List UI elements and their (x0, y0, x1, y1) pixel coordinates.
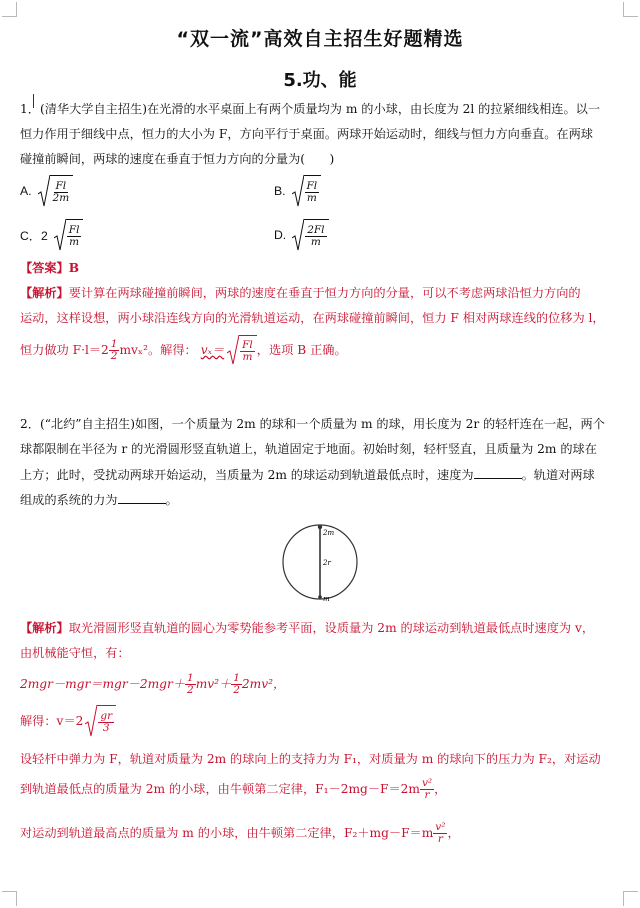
ball-bottom (318, 595, 322, 599)
analysis-text: 恒力做功 F·l＝2 (20, 343, 109, 357)
circular-track-figure (280, 520, 362, 604)
frac-den: r (437, 832, 443, 845)
fraction (433, 822, 447, 845)
question-text: 上方；此时，受扰动两球开始运动，当质量为 2m 的球运动到轨道最低点时，速度为 (20, 468, 474, 482)
option-label: B. (274, 184, 286, 198)
frac-den: m (306, 191, 317, 204)
q1-option-c (20, 218, 83, 252)
frac-num: Fl (68, 223, 80, 236)
equation-text: mv²＋ (195, 677, 232, 691)
frac-den: r (424, 788, 430, 801)
equation-text: 解得：v＝2 (20, 714, 84, 728)
section-title: 5.功、能 (283, 70, 357, 91)
frac-num: Fl (242, 338, 253, 351)
q1-line-2: 恒力作用于细线中点，恒力的大小为 F，方向平行于桌面。两球开始运动时，细线与恒力方向垂直。在两球 (20, 127, 593, 141)
sqrt-symbol (38, 175, 74, 207)
crop-mark-bottom-right (623, 891, 638, 906)
q2-analysis-line-1 (20, 620, 624, 636)
frac-den: 2 (110, 349, 118, 362)
crop-mark-top-right (623, 2, 638, 17)
equation-text: 2mv²， (241, 677, 286, 691)
option-label: A. (20, 184, 32, 198)
q2-line-2: 球都限制在半径为 r 的光滑圆形竖直轨道上，轨道固定于地面。初始时刻，轻杆竖直，且质量为 2m 的球在 (20, 442, 597, 456)
sqrt-symbol (227, 335, 257, 365)
q1-line-1: 1．(清华大学自主招生)在光滑的水平桌面上有两个质量均为 m 的小球，由长度为 2l 的拉紧细线相连。以一 (20, 102, 601, 116)
answer-tag: 【答案】 (20, 261, 69, 275)
frac-den: m (242, 350, 253, 363)
page-title: “双一流”高效自主招生好题精选 (176, 28, 464, 50)
q1-option-d (274, 218, 329, 252)
analysis-text: ， (434, 782, 447, 796)
frac-num: gr (100, 709, 113, 722)
analysis-text: 要计算在两球碰撞前瞬间，两球的速度在垂直于恒力方向的分量，可以不考虑两球沿恒力方向的 (68, 286, 581, 300)
fraction (109, 339, 120, 362)
frac-num: Fl (55, 179, 67, 192)
frac-den: m (69, 235, 80, 248)
q1-option-b (274, 174, 321, 208)
q2-solution-line (20, 704, 624, 738)
q1-analysis-line-3 (20, 334, 624, 366)
frac-den: 2 (233, 683, 240, 696)
question-text: 。轨道对两球 (521, 468, 595, 482)
answer-blank-velocity[interactable] (474, 466, 522, 479)
fraction (420, 778, 434, 801)
q2-equation-energy (20, 668, 624, 700)
question-text: 。 (165, 493, 178, 507)
crop-mark-bottom-left (2, 891, 17, 906)
frac-den: m (310, 235, 321, 248)
answer-value: B (68, 261, 80, 275)
vx-variable: vₓ＝ (200, 343, 225, 357)
sqrt-symbol (292, 219, 328, 251)
sqrt-symbol (85, 705, 116, 737)
analysis-text: mvₓ²。解得： (119, 343, 197, 357)
frac-den: 2 (187, 683, 194, 696)
q1-analysis-line-2: 运动，这样设想，两小球沿连线方向的光滑轨道运动，在两球碰撞前瞬间，恒力 F 相对两球连线的位移为 l， (20, 311, 605, 325)
q2-analysis-line-4 (20, 774, 624, 804)
q2-line-1: 2．(“北约”自主招生)如图，一个质量为 2m 的球和一个质量为 m 的球，用长度为 2r 的轻杆连在一起，两个 (20, 417, 605, 431)
frac-den: 2m (52, 191, 70, 204)
frac-den: 3 (102, 721, 110, 734)
q1-line-3: 碰撞前瞬间，两球的速度在垂直于恒力方向的分量为( ) (20, 152, 335, 166)
analysis-text: 对运动到轨道最高点的质量为 m 的小球，由牛顿第二定律，F₂＋mg－F＝m (20, 826, 434, 840)
analysis-text: ， (447, 826, 460, 840)
q2-analysis-line-2: 由机械能守恒，有： (20, 646, 130, 660)
q2-analysis-line-5 (20, 818, 624, 848)
analysis-text: ，选项 B 正确。 (256, 343, 347, 357)
analysis-text: 取光滑圆形竖直轨道的圆心为零势能参考平面，设质量为 2m 的球运动到轨道最低点时速度为 v， (68, 621, 595, 635)
equation-text: 2mgr－mgr＝mgr－2mgr＋ (20, 677, 185, 691)
frac-num: 2Fl (307, 223, 325, 236)
analysis-tag: 【解析】 (20, 286, 69, 300)
figure-label-mid: 2r (323, 559, 331, 567)
q1-answer-line (20, 260, 624, 276)
answer-blank-force[interactable] (118, 491, 166, 504)
question-text: 组成的系统的力为 (20, 493, 118, 507)
ball-top (318, 525, 322, 529)
sqrt-symbol (54, 219, 84, 251)
frac-num: Fl (306, 179, 318, 192)
figure-label-top: 2m (323, 529, 335, 537)
frac-num: v² (421, 776, 433, 789)
option-label: D. (274, 228, 287, 242)
frac-num: 1 (233, 671, 240, 684)
sqrt-symbol (292, 175, 322, 207)
analysis-tag: 【解析】 (20, 621, 69, 635)
option-label: C．2 (20, 228, 48, 243)
fraction (231, 673, 242, 696)
crop-mark-top-left (2, 2, 17, 17)
q1-analysis-line-1 (20, 285, 624, 301)
frac-num: 1 (187, 671, 194, 684)
q2-analysis-line-3: 设轻杆中弹力为 F，轨道对质量为 2m 的球向上的支持力为 F₁，对质量为 m 的球向下的压力为 F₂，对运动 (20, 752, 601, 766)
q1-option-a (20, 174, 73, 208)
frac-num: 1 (110, 337, 118, 350)
figure-label-bottom: m (323, 595, 330, 603)
fraction (185, 673, 196, 696)
q2-line-3 (20, 466, 624, 483)
analysis-text: 到轨道最低点的质量为 2m 的小球，由牛顿第二定律，F₁－2mg－F＝2m (20, 782, 420, 796)
q2-line-4 (20, 491, 624, 508)
frac-num: v² (435, 820, 446, 833)
